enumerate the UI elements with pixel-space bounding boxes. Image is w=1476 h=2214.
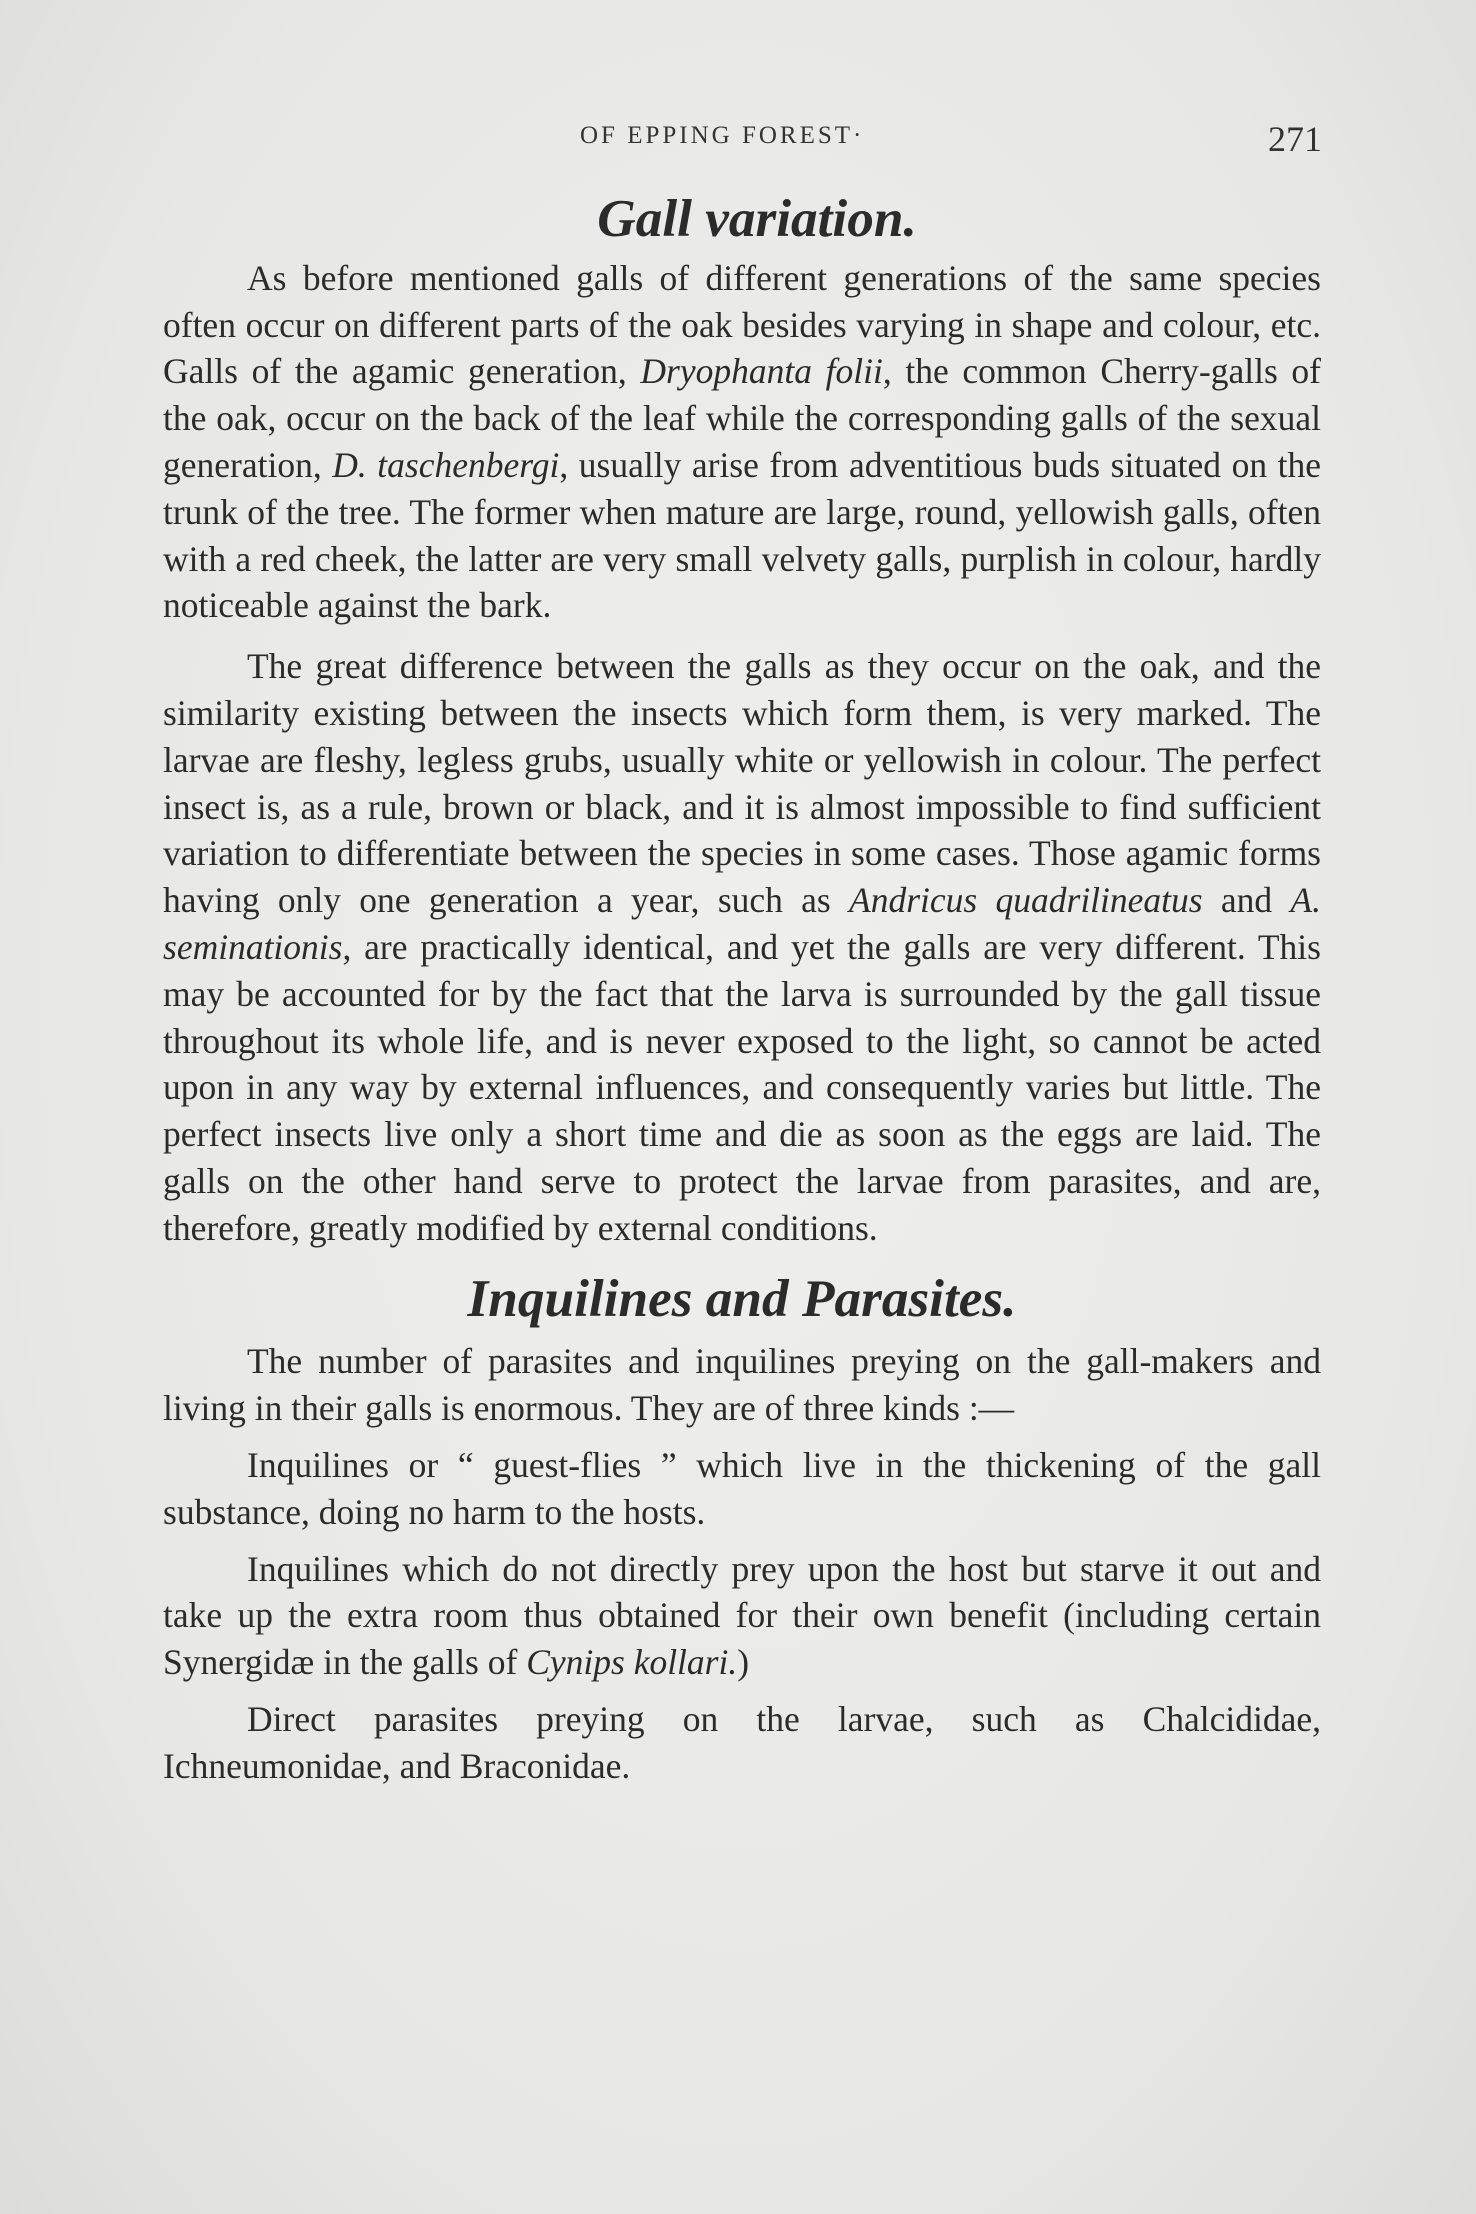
page-number: 271 [1268,119,1322,159]
body-text [163,189,1321,1790]
text-run: , are practically identical, and yet the galls are very different. This may be accounted for by the fact that the larva is surrounded by the gall tissue throughout its whole life, and is never exposed to the light, so cannot be acted upon in any way by external influences, and consequently varies but little. The perfect insects live only a short time and die as soon as the eggs are laid. The galls on the other hand serve to protect the larvae from parasites, and are, therefore, greatly modified by external conditions. [163,926,1321,1248]
paragraph-direct-parasites: Direct parasites preying on the larvae, such as Chalcididae, Ichneumonidae, and Braconidae. [163,1698,1321,1786]
paragraph-parasites-intro: The number of parasites and inquilines preying on the gall-makers and living in their galls is enormous. They are of three kinds :— [163,1341,1321,1429]
text-run: Inquilines which do not directly prey upon the host but starve it out and take up the extra room thus obtained for their own benefit (including certain Synergidæ in the galls of [163,1548,1321,1683]
paragraph-gap [163,1686,1321,1696]
paragraph-inquilines-starve [163,1546,1321,1686]
paragraph-gap [163,1432,1321,1442]
paragraph-gap [163,1536,1321,1546]
species-name: Andricus quadrilineatus [849,880,1203,921]
text-run: ) [737,1642,750,1683]
species-name: Cynips kollari. [526,1642,738,1683]
species-name: Dryophanta folii [640,351,883,392]
text-run: , the common Cherry-galls of the oak, occur on the back of the leaf while the corresponding galls of the sexual generation, [163,351,1321,485]
paragraph-galls-generations [163,255,1321,629]
paragraph-guest-flies: Inquilines or “ guest-flies ” which live in the thickening of the gall substance, doing no harm to the hosts. [163,1444,1321,1532]
page-header [0,118,1476,164]
running-head: OF EPPING FOREST· [580,122,865,149]
text-run: As before mentioned galls of different generations of the same species often occur on different parts of the oak besides varying in shape and colour, etc. Galls of the agamic generation, [163,257,1321,392]
section-heading-gall-variation: Gall variation. [597,189,917,248]
section-heading-inquilines: Inquilines and Parasites. [467,1268,1017,1328]
species-name: D. taschenbergi [332,444,560,485]
paragraph-gall-difference [163,643,1321,1251]
paragraph-gap [163,629,1321,643]
text-run: The great difference between the galls as they occur on the oak, and the similarity existing between the insects which form them, is very marked. The larvae are fleshy, legless grubs, usually white or yellowish in colour. The perfect insect is, as a rule, brown or black, and it is almost impossible to find sufficient variation to differentiate between the species in some cases. Those agamic forms having only one generation a year, such as [163,646,1321,921]
text-run: and [1202,880,1291,921]
species-name: A. seminationis [163,880,1321,967]
text-run: , usually arise from adventitious buds situated on the trunk of the tree. The former when mature are large, round, yellowish galls, often with a red cheek, the latter are very small velvety galls, purplish in colour, hardly noticeable against the bark. [163,444,1321,626]
